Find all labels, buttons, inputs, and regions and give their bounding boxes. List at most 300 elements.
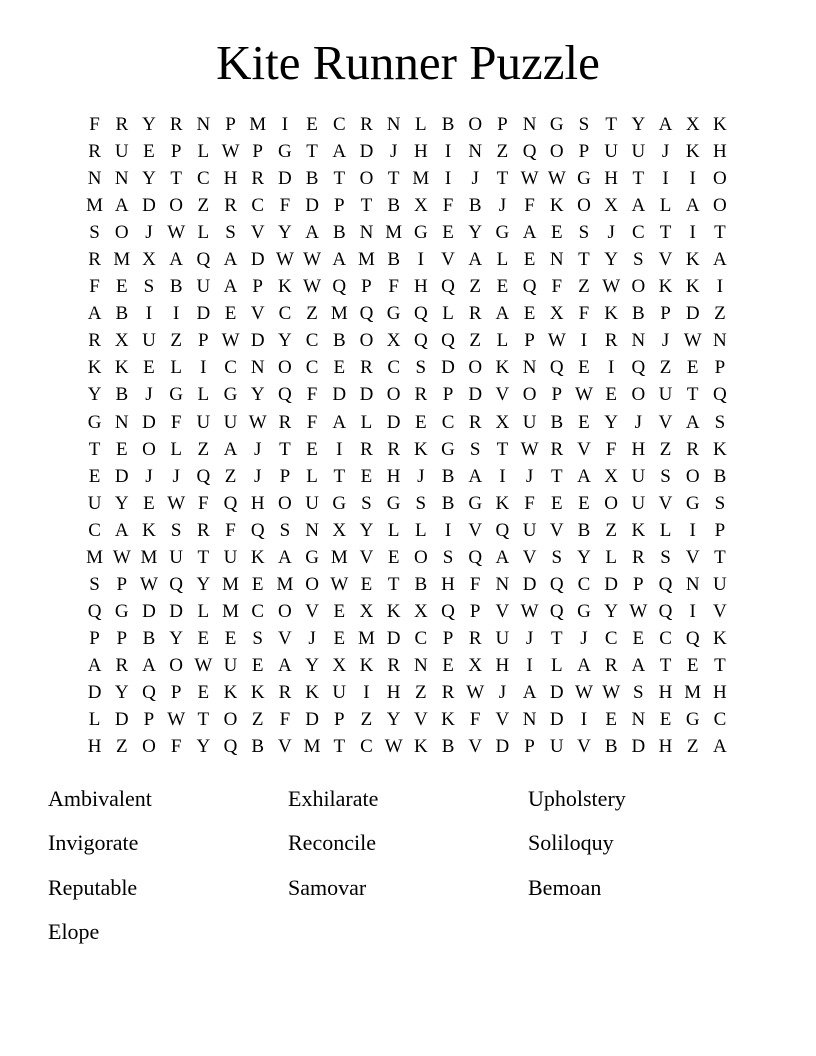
grid-letter-r4c18: K: [549, 195, 564, 217]
grid-letter-r12c13: E: [415, 411, 427, 433]
grid-letter-r22c20: W: [602, 682, 621, 703]
grid-letter-r23c7: Z: [251, 709, 264, 731]
grid-letter-r24c9: M: [303, 736, 321, 758]
grid-letter-r13c22: Z: [659, 438, 672, 460]
grid-letter-r1c5: N: [196, 114, 211, 136]
grid-letter-r4c17: F: [524, 195, 535, 217]
grid-letter-r21c15: X: [468, 654, 483, 676]
grid-letter-r5c22: T: [659, 222, 672, 244]
grid-letter-r1c21: Y: [631, 114, 646, 136]
grid-letter-r4c16: J: [498, 195, 507, 217]
grid-letter-r19c23: I: [689, 600, 696, 622]
grid-letter-r18c23: N: [685, 573, 700, 595]
grid-letter-r6c10: A: [332, 249, 347, 271]
grid-letter-r8c6: E: [224, 303, 237, 325]
grid-letter-r19c1: Q: [87, 600, 102, 622]
grid-letter-r19c20: Y: [604, 600, 619, 622]
grid-letter-r9c6: W: [221, 330, 240, 352]
grid-letter-r17c22: S: [660, 546, 671, 568]
grid-letter-r16c13: L: [415, 519, 427, 541]
grid-letter-r7c13: H: [413, 276, 428, 298]
grid-letter-r9c19: I: [580, 330, 588, 352]
grid-letter-r9c22: J: [661, 330, 670, 352]
grid-letter-r23c4: W: [167, 709, 186, 731]
grid-letter-r9c18: W: [547, 330, 566, 352]
grid-letter-r13c15: S: [469, 438, 481, 460]
grid-letter-r5c1: S: [89, 222, 100, 244]
grid-letter-r5c2: O: [114, 222, 129, 244]
grid-letter-r11c15: D: [468, 384, 483, 406]
grid-letter-r24c12: W: [384, 736, 403, 758]
grid-letter-r17c19: Y: [577, 546, 591, 568]
grid-letter-r1c18: G: [549, 114, 564, 136]
grid-letter-r22c7: K: [250, 682, 265, 703]
grid-letter-r2c2: U: [114, 141, 129, 163]
grid-letter-r7c24: I: [716, 276, 724, 298]
grid-letter-r2c24: H: [713, 141, 727, 163]
grid-letter-r8c1: A: [87, 303, 102, 325]
grid-letter-r15c21: U: [631, 492, 646, 514]
grid-letter-r6c5: Q: [196, 249, 211, 271]
grid-letter-r4c24: O: [713, 195, 727, 217]
grid-letter-r14c4: J: [172, 465, 180, 487]
grid-letter-r8c14: L: [442, 303, 454, 325]
grid-letter-r12c17: U: [522, 411, 537, 433]
grid-letter-r9c23: W: [683, 330, 702, 352]
grid-letter-r9c3: U: [142, 330, 156, 352]
grid-letter-r6c2: M: [113, 249, 131, 271]
grid-letter-r15c20: O: [604, 492, 619, 514]
grid-letter-r22c12: H: [386, 682, 401, 703]
grid-letter-r1c23: X: [685, 114, 700, 136]
grid-letter-r1c19: S: [578, 114, 590, 136]
grid-letter-r19c10: E: [333, 600, 346, 622]
grid-letter-r3c6: H: [223, 168, 238, 190]
grid-letter-r12c12: D: [386, 411, 401, 433]
grid-letter-r8c3: I: [145, 303, 153, 325]
grid-letter-r23c24: C: [713, 709, 727, 731]
grid-letter-r12c9: F: [306, 411, 318, 433]
grid-letter-r16c12: L: [387, 519, 400, 541]
grid-letter-r5c16: G: [495, 222, 510, 244]
grid-letter-r8c2: B: [115, 303, 129, 325]
grid-letter-r17c20: L: [605, 546, 617, 568]
grid-letter-r24c21: D: [631, 736, 646, 758]
grid-letter-r14c7: J: [254, 465, 262, 487]
grid-letter-r23c1: L: [88, 709, 101, 731]
grid-letter-r14c22: S: [660, 465, 671, 487]
grid-letter-r20c14: P: [442, 627, 454, 649]
grid-letter-r10c22: Z: [659, 357, 672, 379]
grid-letter-r24c1: H: [87, 736, 102, 758]
grid-letter-r18c2: P: [116, 573, 128, 595]
grid-letter-r22c13: Z: [415, 682, 427, 703]
grid-letter-r23c2: D: [114, 709, 129, 731]
grid-letter-r13c6: A: [223, 438, 238, 460]
grid-letter-r21c17: I: [526, 654, 533, 676]
grid-letter-r15c4: W: [167, 492, 186, 514]
grid-letter-r13c12: R: [387, 438, 400, 460]
grid-letter-r17c23: V: [685, 546, 700, 568]
grid-letter-r20c11: M: [358, 627, 375, 649]
grid-letter-r12c22: V: [658, 411, 673, 433]
grid-letter-r3c24: O: [713, 168, 727, 190]
grid-letter-r16c1: C: [88, 519, 101, 541]
grid-letter-r14c17: J: [525, 465, 534, 487]
grid-letter-r2c6: W: [221, 141, 240, 163]
grid-letter-r24c20: B: [604, 736, 618, 758]
grid-letter-r17c6: U: [223, 546, 238, 568]
grid-letter-r11c6: G: [223, 384, 238, 406]
grid-letter-r17c18: S: [551, 546, 563, 568]
grid-letter-r2c4: P: [170, 141, 182, 163]
grid-letter-r8c16: A: [495, 303, 510, 325]
grid-letter-r16c5: R: [197, 519, 210, 541]
grid-letter-r8c12: G: [386, 303, 401, 325]
grid-letter-r1c11: R: [360, 114, 373, 136]
grid-letter-r16c17: U: [522, 519, 537, 541]
word-item: Soliloquy: [528, 830, 614, 856]
grid-letter-r3c14: I: [444, 168, 452, 190]
grid-letter-r20c12: D: [386, 627, 401, 649]
grid-letter-r1c7: M: [249, 114, 267, 136]
grid-letter-r20c7: S: [252, 627, 263, 649]
grid-letter-r5c13: G: [413, 222, 428, 244]
grid-letter-r12c15: R: [468, 411, 482, 433]
grid-letter-r7c18: F: [551, 276, 563, 298]
grid-letter-r6c6: A: [223, 249, 238, 271]
grid-letter-r14c12: H: [386, 465, 401, 487]
grid-letter-r11c11: D: [359, 384, 374, 406]
grid-letter-r9c9: C: [305, 330, 319, 352]
grid-letter-r15c6: Q: [223, 492, 238, 514]
grid-letter-r14c20: X: [604, 465, 619, 487]
grid-letter-r3c7: R: [251, 168, 265, 190]
grid-letter-r5c21: C: [632, 222, 645, 244]
grid-letter-r12c16: X: [495, 411, 510, 433]
letter-grid: [81, 111, 734, 760]
grid-letter-r13c2: E: [115, 438, 128, 460]
grid-letter-r19c11: X: [359, 600, 374, 622]
grid-letter-r12c11: L: [360, 411, 373, 433]
grid-letter-r10c8: O: [278, 357, 292, 379]
grid-letter-r12c3: D: [142, 411, 156, 433]
grid-letter-r21c13: N: [413, 654, 428, 676]
grid-letter-r9c21: N: [631, 330, 646, 352]
grid-letter-r15c23: G: [685, 492, 700, 514]
grid-letter-r4c8: F: [279, 195, 291, 217]
grid-letter-r24c5: Y: [196, 736, 211, 758]
grid-letter-r1c9: E: [306, 114, 318, 136]
grid-letter-r7c3: S: [143, 276, 155, 298]
grid-letter-r3c11: O: [359, 168, 374, 190]
grid-letter-r22c24: H: [713, 682, 727, 703]
grid-letter-r18c12: T: [387, 573, 400, 595]
grid-letter-r16c23: I: [689, 519, 696, 541]
grid-letter-r2c15: N: [468, 141, 483, 163]
grid-letter-r17c11: V: [359, 546, 374, 568]
grid-letter-r19c12: K: [386, 600, 401, 622]
grid-letter-r13c8: T: [279, 438, 291, 460]
grid-letter-r22c23: M: [684, 682, 702, 703]
grid-letter-r2c16: Z: [496, 141, 509, 163]
grid-letter-r3c13: M: [412, 168, 430, 190]
grid-letter-r13c17: W: [520, 438, 539, 460]
grid-letter-r21c22: T: [659, 654, 672, 676]
grid-letter-r8c9: Z: [306, 303, 318, 325]
grid-letter-r14c3: J: [145, 465, 153, 487]
grid-letter-r21c23: E: [686, 654, 699, 676]
grid-letter-r18c8: M: [276, 573, 294, 595]
grid-letter-r20c22: C: [659, 627, 672, 649]
grid-letter-r15c13: S: [415, 492, 427, 514]
grid-letter-r21c5: W: [194, 654, 213, 676]
puzzle-title: Kite Runner Puzzle: [216, 35, 600, 90]
grid-letter-r14c21: U: [631, 465, 646, 487]
grid-letter-r5c18: E: [550, 222, 563, 244]
grid-letter-r3c9: B: [305, 168, 319, 190]
grid-letter-r10c19: E: [578, 357, 590, 379]
grid-letter-r17c14: S: [442, 546, 454, 568]
grid-letter-r6c15: A: [468, 249, 483, 271]
grid-letter-r16c24: P: [714, 519, 726, 541]
grid-letter-r3c21: T: [632, 168, 645, 190]
grid-letter-r19c8: O: [278, 600, 292, 622]
grid-letter-r23c23: G: [685, 709, 700, 731]
grid-letter-r21c24: T: [714, 654, 726, 676]
grid-letter-r9c14: Q: [441, 330, 455, 352]
word-item: Upholstery: [528, 786, 626, 811]
grid-letter-r4c14: F: [442, 195, 454, 217]
grid-letter-r23c12: Y: [386, 709, 401, 731]
grid-letter-r16c9: N: [305, 519, 319, 541]
grid-letter-r1c13: L: [415, 114, 427, 136]
grid-letter-r15c16: K: [495, 492, 510, 514]
grid-letter-r15c22: V: [658, 492, 673, 514]
grid-letter-r15c3: E: [143, 492, 155, 514]
grid-letter-r23c15: F: [469, 709, 481, 731]
grid-letter-r16c19: B: [577, 519, 591, 541]
grid-letter-r20c9: J: [308, 627, 316, 649]
grid-letter-r21c19: A: [577, 654, 591, 676]
grid-letter-r20c1: P: [89, 627, 100, 649]
grid-letter-r22c1: D: [87, 682, 102, 703]
grid-letter-r1c16: P: [497, 114, 508, 136]
grid-letter-r21c7: E: [251, 654, 264, 676]
grid-letter-r23c9: D: [305, 709, 319, 731]
grid-letter-r19c22: Q: [658, 600, 673, 622]
grid-letter-r24c19: V: [577, 736, 591, 758]
grid-letter-r19c2: G: [114, 600, 129, 622]
grid-letter-r21c9: Y: [305, 654, 319, 676]
grid-letter-r3c19: G: [577, 168, 591, 190]
grid-letter-r13c5: Z: [197, 438, 210, 460]
grid-letter-r19c15: P: [469, 600, 481, 622]
grid-letter-r14c9: L: [306, 465, 318, 487]
grid-letter-r6c12: B: [387, 249, 400, 271]
grid-letter-r21c6: U: [223, 654, 238, 676]
grid-letter-r13c23: R: [686, 438, 700, 460]
grid-letter-r16c18: V: [549, 519, 564, 541]
grid-letter-r21c3: A: [142, 654, 156, 676]
grid-letter-r3c4: T: [170, 168, 182, 190]
grid-letter-r4c23: A: [685, 195, 700, 217]
grid-letter-r18c3: W: [140, 573, 158, 595]
grid-letter-r2c19: P: [578, 141, 590, 163]
grid-letter-r6c1: R: [88, 249, 101, 271]
grid-letter-r21c10: X: [332, 654, 347, 676]
grid-letter-r23c19: I: [580, 709, 588, 731]
grid-letter-r2c12: J: [389, 141, 398, 163]
grid-letter-r15c14: B: [441, 492, 455, 514]
grid-letter-r11c10: D: [332, 384, 347, 406]
grid-letter-r15c17: F: [524, 492, 535, 514]
grid-letter-r2c10: A: [332, 141, 347, 163]
grid-letter-r13c1: T: [88, 438, 101, 460]
grid-letter-r16c6: F: [225, 519, 236, 541]
grid-letter-r18c11: E: [360, 573, 373, 595]
grid-letter-r15c18: E: [550, 492, 563, 514]
grid-letter-r8c4: I: [172, 303, 180, 325]
grid-letter-r10c21: Q: [631, 357, 646, 379]
grid-letter-r4c12: B: [387, 195, 400, 217]
grid-letter-r6c8: W: [275, 249, 294, 271]
grid-letter-r18c19: C: [577, 573, 591, 595]
grid-letter-r9c4: Z: [170, 330, 182, 352]
grid-letter-r22c15: W: [466, 682, 485, 703]
grid-letter-r21c12: R: [387, 654, 400, 676]
grid-letter-r2c7: P: [252, 141, 263, 163]
grid-letter-r1c10: C: [332, 114, 346, 136]
grid-letter-r1c3: Y: [142, 114, 156, 136]
grid-letter-r11c3: J: [145, 384, 153, 406]
grid-letter-r5c5: L: [197, 222, 210, 244]
grid-letter-r2c18: O: [549, 141, 564, 163]
grid-letter-r22c8: R: [278, 682, 292, 703]
grid-letter-r1c1: F: [89, 114, 100, 136]
grid-letter-r10c2: K: [114, 357, 129, 379]
grid-letter-r18c16: N: [495, 573, 510, 595]
grid-letter-r19c3: D: [142, 600, 156, 622]
grid-letter-r13c3: O: [142, 438, 156, 460]
grid-letter-r10c11: R: [360, 357, 373, 379]
grid-letter-r3c16: T: [496, 168, 509, 190]
grid-letter-r5c9: A: [305, 222, 319, 244]
grid-letter-r19c21: W: [629, 600, 648, 622]
grid-letter-r18c4: Q: [169, 573, 184, 595]
grid-letter-r18c10: W: [330, 573, 349, 595]
grid-letter-r13c16: T: [496, 438, 509, 460]
grid-letter-r16c14: I: [444, 519, 452, 541]
grid-letter-r2c22: J: [661, 141, 670, 163]
grid-letter-r20c10: E: [333, 627, 346, 649]
word-item: Reconcile: [288, 830, 376, 856]
grid-letter-r22c4: P: [170, 682, 182, 703]
grid-letter-r4c5: Z: [197, 195, 210, 217]
grid-letter-r5c10: B: [332, 222, 346, 244]
grid-letter-r10c18: Q: [549, 357, 564, 379]
grid-letter-r12c20: Y: [604, 411, 619, 433]
grid-letter-r10c16: K: [495, 357, 510, 379]
grid-letter-r1c15: O: [468, 114, 483, 136]
grid-letter-r3c18: W: [547, 168, 566, 190]
grid-letter-r6c7: D: [250, 249, 265, 271]
grid-letter-r13c11: R: [360, 438, 373, 460]
grid-letter-r19c6: M: [222, 600, 239, 622]
grid-letter-r8c21: B: [632, 303, 645, 325]
grid-letter-r2c14: I: [444, 141, 452, 163]
grid-letter-r11c16: V: [495, 384, 510, 406]
grid-letter-r14c14: B: [441, 465, 455, 487]
grid-letter-r21c2: R: [115, 654, 129, 676]
grid-letter-r24c2: Z: [115, 736, 128, 758]
grid-letter-r20c21: E: [632, 627, 645, 649]
grid-letter-r23c3: P: [143, 709, 155, 731]
grid-letter-r22c22: H: [658, 682, 673, 703]
grid-letter-r18c6: M: [222, 573, 239, 595]
grid-letter-r7c17: Q: [522, 276, 537, 298]
grid-letter-r22c18: D: [549, 682, 564, 703]
grid-letter-r9c16: L: [496, 330, 509, 352]
grid-letter-r6c19: T: [578, 249, 590, 271]
grid-letter-r14c11: E: [360, 465, 373, 487]
grid-letter-r11c12: O: [386, 384, 401, 406]
grid-letter-r3c10: T: [333, 168, 346, 190]
grid-letter-r7c11: P: [361, 276, 372, 298]
grid-letter-r18c9: O: [305, 573, 319, 595]
grid-letter-r7c15: Z: [469, 276, 482, 298]
grid-letter-r19c9: V: [305, 600, 319, 622]
grid-letter-r4c9: D: [305, 195, 319, 217]
grid-letter-r22c3: Q: [142, 682, 156, 703]
grid-letter-r22c2: Y: [114, 682, 129, 703]
grid-letter-r16c22: L: [659, 519, 672, 541]
grid-letter-r20c6: E: [224, 627, 237, 649]
grid-letter-r5c15: Y: [468, 222, 483, 244]
grid-letter-r3c12: T: [387, 168, 400, 190]
grid-letter-r1c8: I: [281, 114, 289, 136]
grid-letter-r23c8: F: [279, 709, 291, 731]
grid-letter-r10c17: N: [522, 357, 537, 379]
grid-letter-r4c22: L: [659, 195, 672, 217]
grid-letter-r20c20: C: [604, 627, 618, 649]
grid-letter-r14c24: B: [713, 465, 727, 487]
grid-letter-r11c21: O: [631, 384, 646, 406]
grid-letter-r5c14: E: [442, 222, 454, 244]
grid-letter-r7c12: F: [388, 276, 399, 298]
grid-letter-r10c20: I: [607, 357, 615, 379]
word-list: [48, 777, 768, 955]
grid-letter-r21c11: K: [359, 654, 374, 676]
grid-letter-r2c11: D: [359, 141, 374, 163]
grid-letter-r11c5: L: [197, 384, 210, 406]
grid-letter-r22c6: K: [223, 682, 238, 703]
grid-letter-r9c12: X: [386, 330, 401, 352]
grid-letter-r7c7: P: [252, 276, 263, 298]
grid-letter-r13c19: V: [577, 438, 591, 460]
grid-letter-r17c1: M: [86, 546, 104, 568]
grid-letter-r20c15: R: [468, 627, 482, 649]
grid-letter-r16c3: K: [142, 519, 156, 541]
grid-letter-r5c6: S: [225, 222, 236, 244]
grid-letter-r7c1: F: [89, 276, 100, 298]
grid-letter-r6c18: N: [549, 249, 564, 271]
grid-letter-r22c5: E: [197, 682, 210, 703]
grid-letter-r8c10: M: [330, 303, 348, 325]
grid-letter-r11c23: T: [686, 384, 699, 406]
grid-letter-r16c20: Z: [605, 519, 617, 541]
grid-letter-r23c16: V: [495, 709, 510, 731]
